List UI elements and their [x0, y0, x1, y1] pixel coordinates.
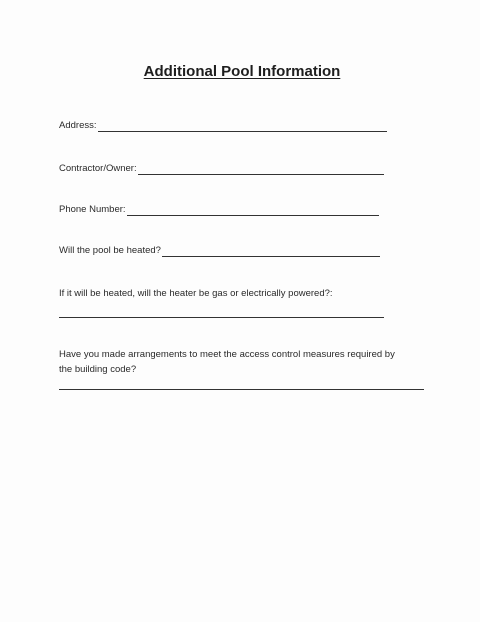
heated-field: [59, 245, 380, 257]
contractor-owner-label: Contractor/Owner:: [59, 163, 137, 174]
heater-type-question: If it will be heated, will the heater be gas or electrically powered?:: [59, 288, 333, 299]
phone-number-input-line[interactable]: [127, 205, 379, 216]
access-control-question-line-2: the building code?: [59, 364, 137, 375]
contractor-field: [59, 163, 384, 175]
page-title: Additional Pool Information: [143, 63, 341, 80]
contractor-owner-input-line[interactable]: [138, 164, 384, 175]
address-label: Address:: [59, 120, 97, 131]
access-control-question-line-1: Have you made arrangements to meet the access control measures required by: [59, 349, 395, 360]
pool-heated-input-line[interactable]: [162, 246, 380, 257]
phone-field: [59, 204, 379, 216]
address-input-line[interactable]: [98, 121, 388, 132]
access-control-input-line[interactable]: [59, 389, 424, 390]
heater-type-input-line[interactable]: [59, 317, 384, 318]
phone-number-label: Phone Number:: [59, 204, 126, 215]
pool-heated-label: Will the pool be heated?: [59, 245, 161, 256]
address-field: [59, 120, 387, 132]
